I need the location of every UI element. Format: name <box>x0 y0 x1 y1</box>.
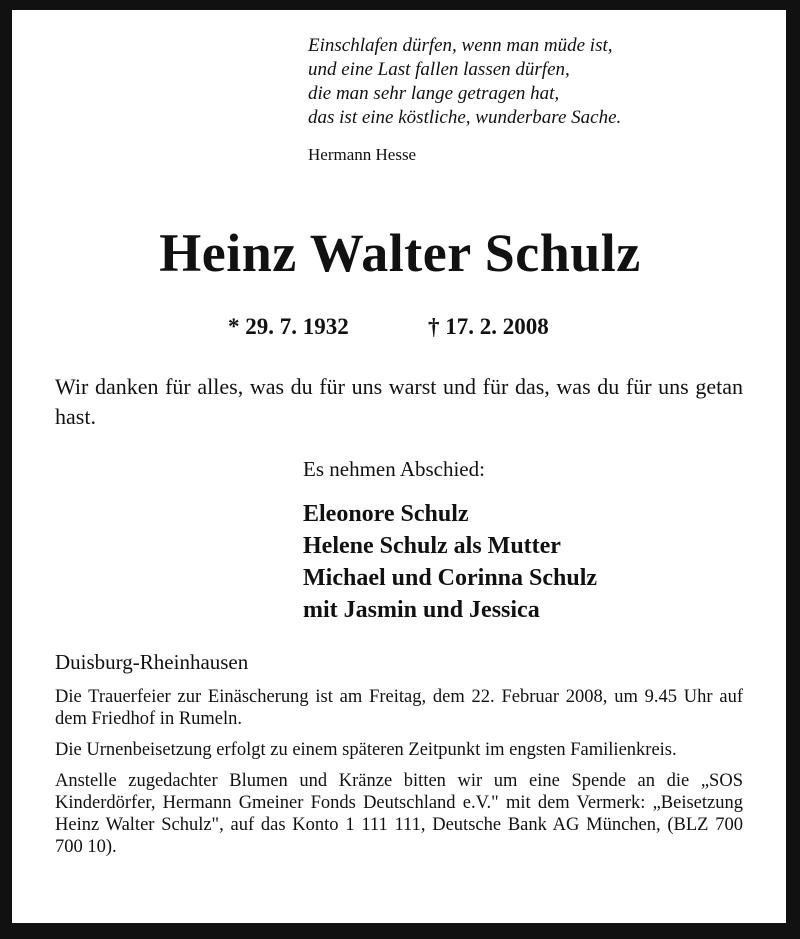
funeral-notice: Die Trauerfeier zur Einäscherung ist am Freitag, dem 22. Februar 2008, um 9.45 Uhr auf dem Friedhof in Rumeln. <box>55 687 743 729</box>
thanks-text: Wir danken für alles, was du für uns warst und für das, was du für uns getan hast. <box>55 374 743 429</box>
deceased-name: Heinz Walter Schulz <box>159 223 641 283</box>
poem-author: Hermann Hesse <box>308 145 417 164</box>
donation-notice: Anstelle zugedachter Blumen und Kränze bitten wir um eine Spende an die „SOS Kinderdörfer, Hermann Gmeiner Fonds Deutschland e.V." mit dem Vermerk: „Beisetzung Heinz Walter Schulz", auf das Konto 1 111 111, Deutsche Bank AG München, (BLZ 700 700 10). <box>55 771 743 857</box>
poem-line: das ist eine köstliche, wunderbare Sache. <box>308 107 622 128</box>
mourner-name: Michael und Corinna Schulz <box>303 565 598 591</box>
death-date: † 17. 2. 2008 <box>428 314 549 339</box>
location: Duisburg-Rheinhausen <box>55 650 249 674</box>
poem-line: und eine Last fallen lassen dürfen, <box>308 59 570 80</box>
burial-notice: Die Urnenbeisetzung erfolgt zu einem späteren Zeitpunkt im engsten Familienkreis. <box>55 740 677 760</box>
farewell-label: Es nehmen Abschied: <box>303 457 485 481</box>
birth-date: * 29. 7. 1932 <box>228 314 349 339</box>
mourner-name: mit Jasmin und Jessica <box>303 597 540 623</box>
poem-line: die man sehr lange getragen hat, <box>308 83 560 104</box>
mourners-list <box>303 498 597 626</box>
poem-line: Einschlafen dürfen, wenn man müde ist, <box>308 35 613 56</box>
mourner-name: Helene Schulz als Mutter <box>303 533 561 559</box>
poem-quote <box>308 34 768 166</box>
notices <box>55 686 743 867</box>
mourner-name: Eleonore Schulz <box>303 501 469 527</box>
